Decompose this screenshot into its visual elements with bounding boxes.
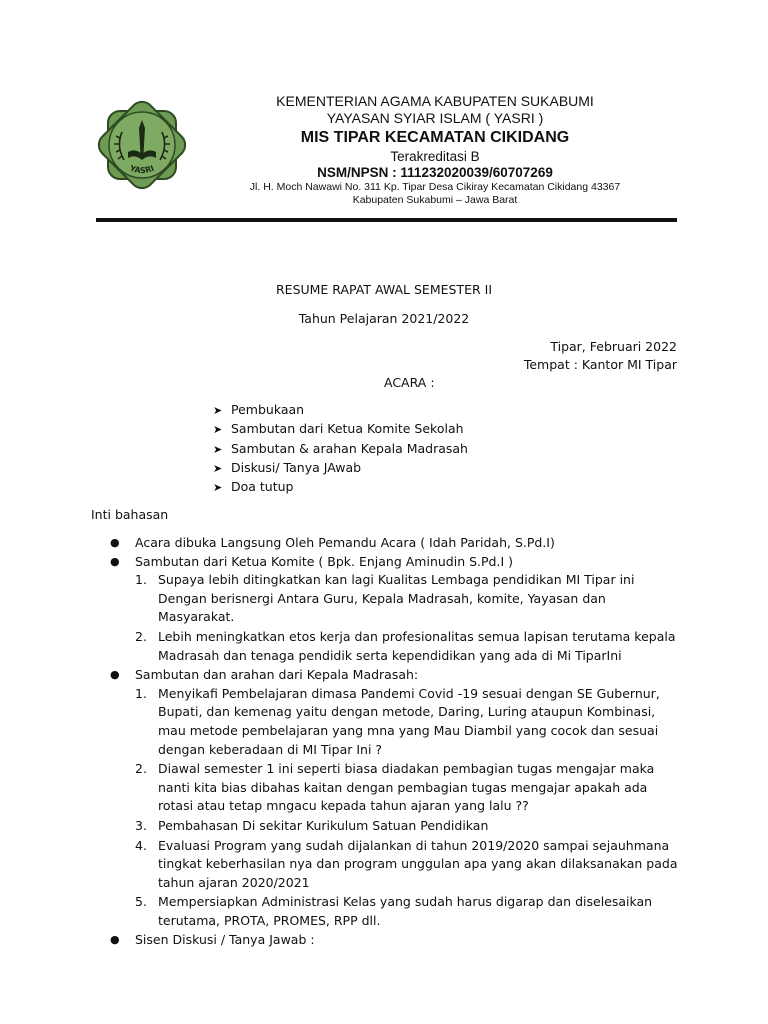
section-heading: Inti bahasan — [91, 507, 169, 522]
numbered-list — [135, 571, 695, 665]
list-item: ● Sambutan dan arahan dari Kepala Madrasah: 1. Menyikafi Pembelajaran dimasa Pandemi Covid -19 sesuai dengan SE Gubernur, Bupati, dan kemenag yaitu dengan metode, Daring, Luring ataupun Kombinasi, mau metode pembelajaran yang mna yang Mau Diambil yang cocok dan sesuai dengan keberadaan di MI Tipar Ini ? 2. Diawal semester 1 ini seperti biasa diadakan pembagian tugas mengajar maka nanti kita bias dibahas kaitan dengan pembagian tugas mengajar apakah ada rotasi atau tetap mngacu kepada tahun ajaran yang lalu ?? 3. Pembahasan Di sekitar Kurikulum Satuan Pendidikan 4. Evaluasi Program yang sudah dijalankan di tahun 2019/2020 sampai sejauhmana tingkat keberhasilan nya dan program unggulan apa yang akan dilaksanakan pada tahun ajaran 2020/2021 5. Mempersiapkan Administrasi Kelas yang sudah harus digarap dan diselesaikan terutama, PROTA, PROMES, RPP dll. — [110, 666, 695, 930]
numbered-item: 3. Pembahasan Di sekitar Kurikulum Satuan Pendidikan — [135, 817, 489, 833]
ministry-name: KEMENTERIAN AGAMA KABUPATEN SUKABUMI — [276, 93, 594, 109]
arrow-bullet-icon: ➤ — [213, 481, 223, 495]
header-divider — [96, 218, 677, 222]
letterhead — [205, 93, 665, 206]
numbered-item: 2. Lebih meningkatkan etos kerja dan profesionalitas semua lapisan terutama kepala Madrasah dan tenaga pendidik serta kependidikan yang ada di Mi TiparIni — [135, 628, 676, 663]
numbered-list — [135, 685, 695, 931]
agenda-item: ➤ Doa tutup — [213, 477, 468, 496]
bullet-icon: ● — [110, 933, 120, 947]
discussion-list — [110, 534, 695, 950]
school-name: MIS TIPAR KECAMATAN CIKIDANG — [300, 128, 570, 146]
agenda-label: ACARA : — [384, 375, 435, 390]
arrow-bullet-icon: ➤ — [213, 423, 223, 437]
arrow-bullet-icon: ➤ — [213, 442, 223, 456]
agenda-item: ➤ Sambutan dari Ketua Komite Sekolah — [213, 419, 468, 438]
document-title: RESUME RAPAT AWAL SEMESTER II — [275, 282, 493, 297]
address-line-2: Kabupaten Sukabumi – Jawa Barat — [352, 193, 518, 206]
bullet-icon: ● — [110, 668, 120, 682]
agenda-item: ➤ Sambutan & arahan Kepala Madrasah — [213, 439, 468, 458]
numbered-item: 2. Diawal semester 1 ini seperti biasa diadakan pembagian tugas mengajar maka nanti kita bias dibahas kaitan dengan pembagian tugas mengajar apakah ada rotasi atau tetap mngacu kepada tahun ajaran yang lalu ?? — [135, 761, 655, 814]
list-item: ● Acara dibuka Langsung Oleh Pemandu Acara ( Idah Paridah, S.Pd.I) — [110, 534, 695, 553]
list-item: ● Sambutan dari Ketua Komite ( Bpk. Enjang Aminudin S.Pd.I ) 1. Supaya lebih ditingkatkan kan lagi Kualitas Lembaga pendidikan MI Tipar ini Dengan berisnergi Antara Guru, Kepala Madrasah, komite, Yayasan dan Masyarakat. 2. Lebih meningkatkan etos kerja dan profesionalitas semua lapisan terutama kepala Madrasah dan tenaga pendidik serta kependidikan yang ada di Mi TiparIni — [110, 553, 695, 666]
agenda-list — [213, 400, 468, 496]
foundation-name: YAYASAN SYIAR ISLAM ( YASRI ) — [326, 109, 544, 126]
numbered-item: 4. Evaluasi Program yang sudah dijalankan di tahun 2019/2020 sampai sejauhmana tingkat keberhasilan nya dan program unggulan apa yang akan dilaksanakan pada tahun ajaran 2020/2021 — [135, 837, 678, 890]
numbered-item: 1. Menyikafi Pembelajaran dimasa Pandemi Covid -19 sesuai dengan SE Gubernur, Bupati, dan kemenag yaitu dengan metode, Daring, Luring ataupun Kombinasi, mau metode pembelajaran yang mna yang Mau Diambil yang cocok dan sesuai dengan keberadaan di MI Tipar Ini ? — [135, 685, 660, 757]
academic-year: Tahun Pelajaran 2021/2022 — [298, 311, 470, 326]
list-item: ● Sisen Diskusi / Tanya Jawab : — [110, 931, 695, 950]
bullet-icon: ● — [110, 554, 120, 568]
logo-text: YASRI — [128, 163, 156, 176]
agenda-item: ➤ Diskusi/ Tanya JAwab — [213, 458, 468, 477]
nsm-npsn: NSM/NPSN : 111232020039/60707269 — [317, 164, 553, 180]
address-line-1: Jl. H. Moch Nawawi No. 311 Kp. Tipar Desa Cikiray Kecamatan Cikidang 43367 — [249, 181, 621, 194]
arrow-bullet-icon: ➤ — [213, 461, 223, 475]
numbered-item: 1. Supaya lebih ditingkatkan kan lagi Kualitas Lembaga pendidikan MI Tipar ini Dengan berisnergi Antara Guru, Kepala Madrasah, komite, Yayasan dan Masyarakat. — [135, 572, 635, 625]
numbered-item: 5. Mempersiapkan Administrasi Kelas yang sudah harus digarap dan diselesaikan terutama, PROTA, PROMES, RPP dll. — [135, 894, 653, 928]
yasri-logo — [92, 94, 192, 196]
agenda-item: ➤ Pembukaan — [213, 400, 468, 419]
accreditation: Terakreditasi B — [390, 148, 480, 164]
bullet-icon: ● — [110, 536, 120, 549]
document-date: Tipar, Februari 2022 — [550, 339, 677, 354]
meeting-place: Tempat : Kantor MI Tipar — [523, 357, 677, 372]
arrow-bullet-icon: ➤ — [213, 404, 223, 417]
